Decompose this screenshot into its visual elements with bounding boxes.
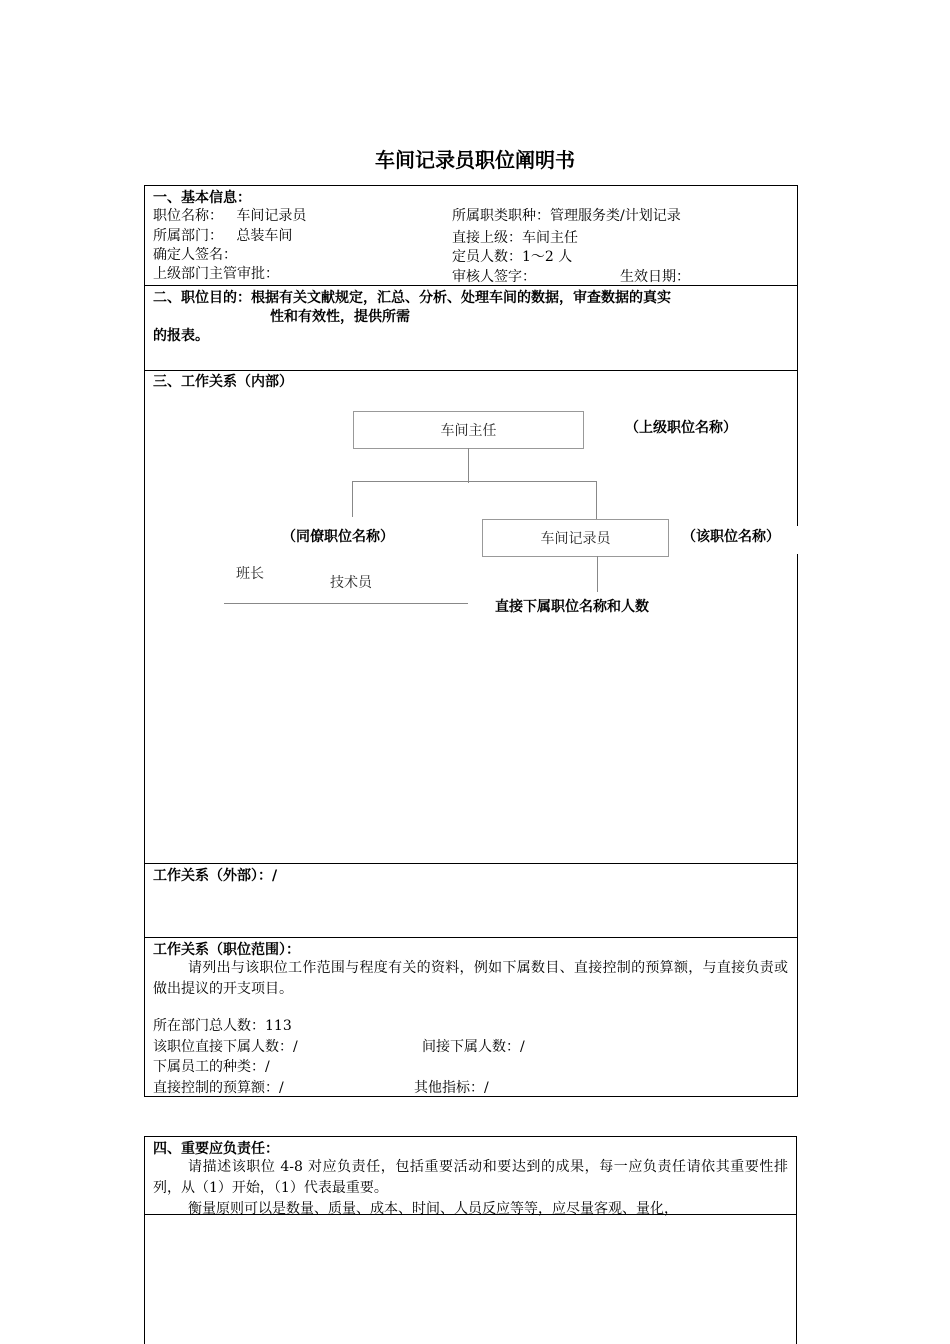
org-connector [352, 481, 596, 482]
duties-description: 请描述该职位 4-8 对应负责任，包括重要活动和要达到的成果，每一应负责任请依其重要性排列，从（1）开始，（1）代表最重要。 [153, 1159, 788, 1196]
confirmer-signature: 确定人签名： [153, 247, 237, 263]
org-connector [468, 448, 469, 483]
peer-underline [224, 603, 468, 604]
self-position-box: 车间记录员 [482, 519, 669, 557]
effective-date: 生效日期： [620, 269, 690, 285]
duties-table-left [144, 1136, 145, 1344]
org-connector [352, 481, 353, 517]
duties-line [144, 1214, 797, 1215]
internal-relations-heading: 三、工作关系（内部） [153, 374, 293, 390]
page-title: 车间记录员职位阐明书 [375, 148, 575, 172]
budget-controlled: 直接控制的预算额：/ [153, 1080, 284, 1096]
superior-review: 上级部门主管审批： [153, 266, 279, 282]
border-gap [793, 526, 799, 554]
basic-info-heading: 一、基本信息： [153, 190, 251, 206]
self-position-label: （该职位名称） [682, 529, 780, 545]
org-connector [596, 481, 597, 519]
peer-position-label: （同僚职位名称） [282, 529, 394, 545]
position-name: 职位名称： 车间记录员 [153, 208, 307, 224]
job-category: 所属职类职种：管理服务类/计划记录 [452, 208, 681, 224]
subordinate-types: 下属员工的种类：/ [153, 1059, 270, 1075]
headcount: 定员人数：1～2 人 [452, 249, 573, 265]
duties-table-right [796, 1136, 797, 1344]
reviewer-signature: 审核人签字： [452, 269, 536, 285]
row-divider [144, 937, 797, 938]
dept-total: 所在部门总人数：113 [153, 1018, 292, 1034]
duties-measure-line: 衡量原则可以是数量、质量、成本、时间、人员反应等等，应尽量客观、量化， [188, 1201, 678, 1217]
row-divider [144, 863, 797, 864]
purpose-line-3: 的报表。 [153, 328, 209, 344]
purpose-line-2: 性和有效性，提供所需 [270, 309, 410, 325]
peer-technician: 技术员 [330, 575, 372, 591]
scope-description: 请列出与该职位工作范围与程度有关的资料，例如下属数目、直接控制的预算额，与直接负责或做出提议的开支项目。 [153, 960, 788, 997]
direct-superior: 直接上级：车间主任 [452, 230, 578, 246]
direct-subordinates: 该职位直接下属人数：/ [153, 1039, 298, 1055]
purpose-line-1: 二、职位目的：根据有关文献规定，汇总、分析、处理车间的数据，审查数据的真实 [153, 290, 671, 306]
subordinate-label: 直接下属职位名称和人数 [495, 599, 649, 615]
peer-monitor: 班长 [236, 566, 264, 582]
boss-position-box: 车间主任 [353, 411, 584, 449]
indirect-subordinates: 间接下属人数：/ [422, 1039, 525, 1055]
org-connector [597, 556, 598, 592]
department: 所属部门： 总装车间 [153, 228, 293, 244]
external-relations-heading: 工作关系（外部）：/ [153, 868, 278, 884]
boss-position-label: （上级职位名称） [625, 420, 737, 436]
scope-heading: 工作关系（职位范围）： [153, 942, 300, 958]
duties-heading: 四、重要应负责任： [153, 1141, 279, 1157]
duties-table-top [144, 1136, 797, 1137]
row-divider [144, 370, 797, 371]
other-indicators: 其他指标：/ [414, 1080, 489, 1096]
